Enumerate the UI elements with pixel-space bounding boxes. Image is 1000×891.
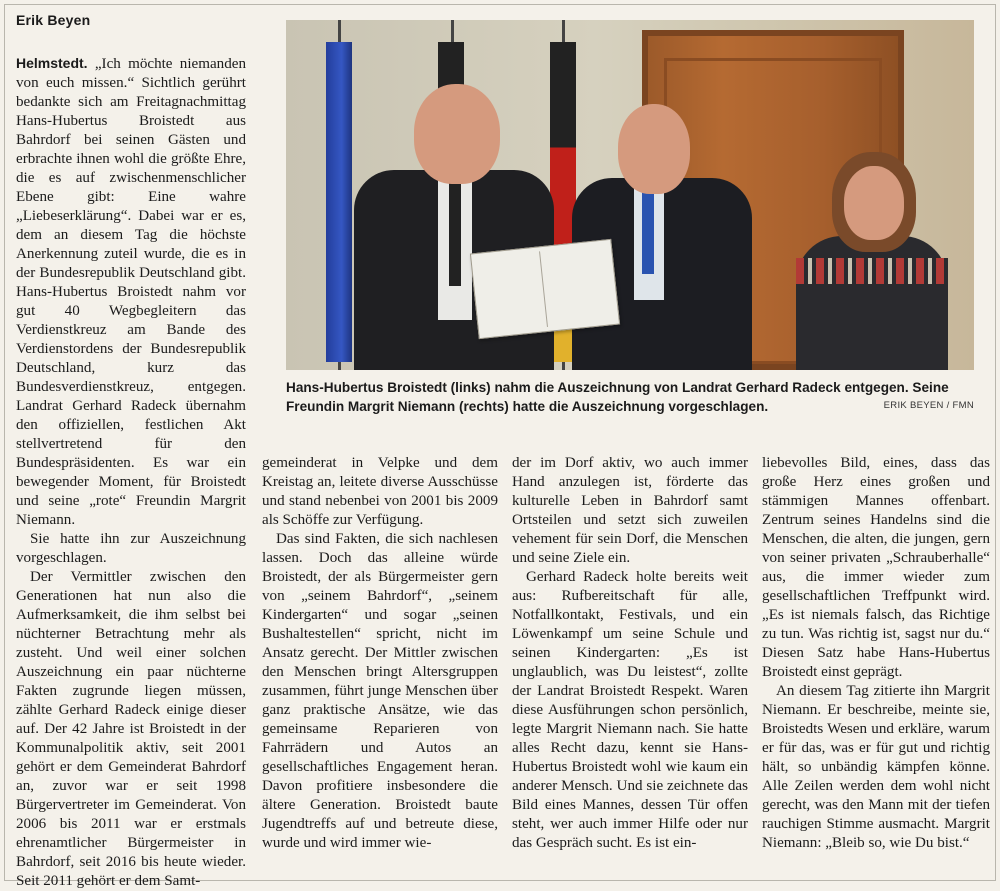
eu-flag	[326, 42, 352, 362]
award-photo	[286, 20, 974, 370]
photo-credit: ERIK BEYEN / FMN	[883, 400, 974, 411]
certificate-folder	[470, 239, 620, 339]
paragraph	[16, 54, 246, 530]
paragraph: Sie hatte ihn zur Auszeichnung vorgeschlagen.	[16, 531, 246, 566]
paragraph: der im Dorf aktiv, wo auch immer Hand anzulegen ist, förderte das kulturelle Leben in Bahrdorf samt Ortsteilen und setzt sich zuweilen vehement für sein Dorf, die Menschen und seine Ziele ein.	[512, 455, 748, 566]
paragraph: Gerhard Radeck holte bereits weit aus: Rufbereitschaft für alle, Notfallkontakt, Festivals, und ein Löwenkampf um seine Schule und seinen Kindergarten: „Es ist unglaublich, was Du leistest“, zollte der Landrat Broistedt Respekt. Waren diese Ausführungen schon persönlich, legte Margrit Niemann nach. Sie hatte alles Recht dazu, kennt sie Hans-Hubertus Broistedt wohl wie kaum ein anderer Mensch. Und sie zeichnete das Bild eines Mannes, dessen Tür offen steht, wer auch immer Hilfe oder nur das Gespräch sucht. Es ist ein-	[512, 569, 748, 851]
column-2	[262, 454, 498, 853]
paragraph: Das sind Fakten, die sich nachlesen lassen. Doch das alleine würde Broistedt, der als Bürgermeister gern von „seinem Bahrdorf“, „seinem Kindergarten“ und sogar „seinen Bushaltestellen“ spricht, nicht im Ansatz gerecht. Der Mittler zwischen den Menschen bringt Altersgruppen zusammen, führt junge Menschen über ganz praktische Ansätze, wie das gemeinsame Reparieren von Fahrrädern und Autos an gesellschaftliches Engagement heran. Davon profitiere insbesondere die ältere Generation. Broistedt baute Jugendtreffs auf und betreute diese, wurde und wird immer wie-	[262, 531, 498, 851]
paragraph-text: „Ich möchte niemanden von euch missen.“ Sichtlich gerührt bedankte sich am Freitagnachmittag Hans-Hubertus Broistedt aus Bahrdorf bei seinen Gästen und erbrachte ihnen wohl die größte Ehre, die es auf zwischenmenschlicher Ebene gibt: Eine wahre „Liebeserklärung“. Dabei war er es, dem an diesem Tag die höchste Anerkennung zuteil wurde, die es in der Bundesrepublik Deutschland gibt. Hans-Hubertus Broistedt nahm vor gut 40 Wegbegleitern das Verdienstkreuz am Bande des Verdienstordens der Bundesrepublik Deutschland, kurz das Bundesverdienstkreuz, entgegen. Landrat Gerhard Radeck übernahm den offiziellen, festlichen Akt stellvertretend für den Bundespräsidenten. Es war ein bewegender Moment, für Broistedt und seine „rote“ Freundin Margrit Niemann.	[16, 56, 246, 528]
column-1	[16, 54, 246, 891]
paragraph: liebevolles Bild, eines, dass das große Herz eines großen und stämmigen Mannes offenbart. Zentrum seines Handelns sind die Menschen, die alten, die jungen, gern von seiner privaten „Schrauberhalle“ aus, die immer wieder zum gesellschaftlichen Treffpunkt wird. „Es ist niemals falsch, das Richtige zu tun. Was richtig ist, sagst nur du.“ Diesen Satz habe Hans-Hubertus Broistedt einst geprägt.	[762, 455, 990, 680]
photo-caption: Hans-Hubertus Broistedt (links) nahm die Auszeichnung von Landrat Gerhard Radeck entgegen. Seine Freundin Margrit Niemann (rechts) hatte die Auszeichnung vorgeschlagen.	[286, 380, 949, 414]
column-3	[512, 454, 748, 853]
paragraph: gemeinderat in Velpke und dem Kreistag an, leitete diverse Ausschüsse und stand nebenbei von 2001 bis 2009 als Schöffe zur Verfügung.	[262, 455, 498, 528]
column-4	[762, 454, 990, 853]
paragraph: Der Vermittler zwischen den Generationen hat nun also die Aufmerksamkeit, die ihm selbst bei nüchterner Betrachtung mehr als zusteht. Und weil einer solchen Auszeichnung ein paar nüchterne Fakten zugrunde liegen müssen, zählte Gerhard Radeck einige dieser auf. Der 42 Jahre ist Broistedt in der Kommunalpolitik aktiv, seit 2001 gehört er dem Gemeinderat Bahrdorf an, zuvor war er seit 1998 Bürgervertreter im Gemeinderat. Von 2006 bis 2011 war er erstmals ehrenamtlicher Bürgermeister in Bahrdorf, seit 2016 bis heute wieder. Seit 2011 gehört er dem Samt-	[16, 569, 246, 889]
dateline: Helmstedt.	[16, 55, 88, 71]
byline: Erik Beyen	[16, 12, 91, 28]
paragraph: An diesem Tag zitierte ihn Margrit Niemann. Er beschreibe, meinte sie, Broistedts Wesen und erkläre, warum er für das, was er für gut und richtig hält, so unbändig kämpfen könne. Alle Zeilen werden dem wohl nicht gerecht, was den Mann mit der tiefen rauchigen Stimme ausmacht. Margrit Niemann: „Bleib so, wie Du bist.“	[762, 683, 990, 851]
